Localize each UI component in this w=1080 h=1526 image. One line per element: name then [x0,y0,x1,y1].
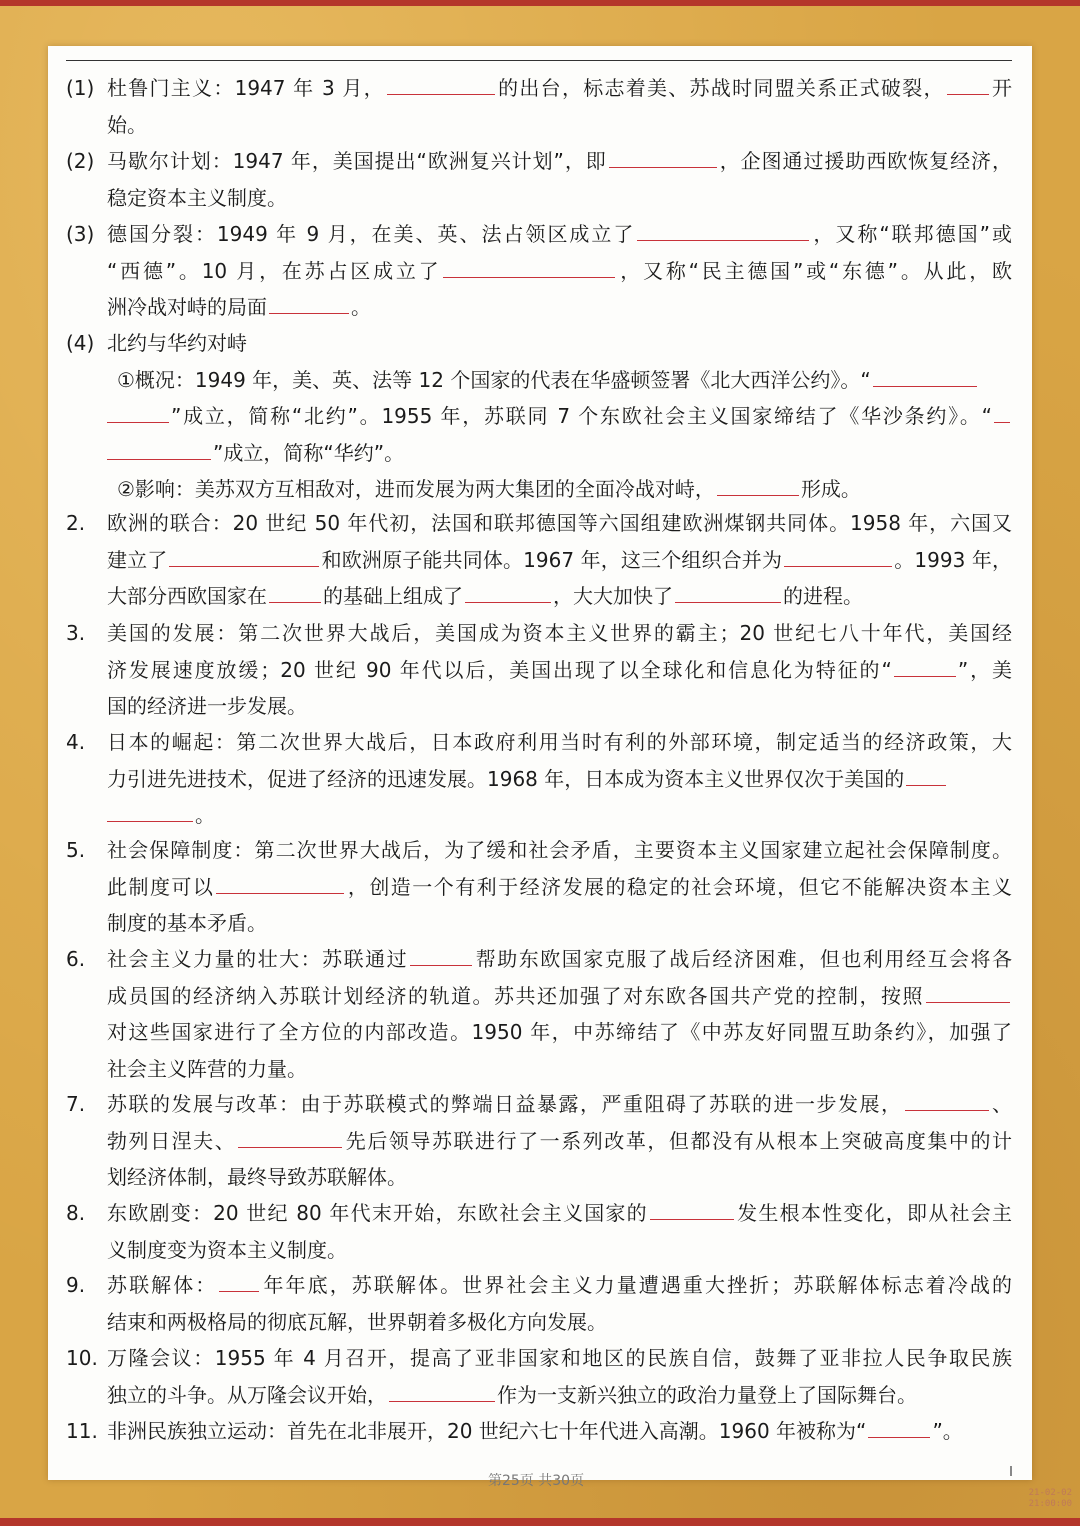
answer-blank[interactable] [443,259,615,278]
item-number: 5. [66,838,86,862]
item-number: 11. [66,1419,98,1443]
text-line: 非洲民族独立运动：首先在北非展开，20 世纪六七十年代进入高潮。1960 年被称为“ ”。 [107,1419,963,1443]
answer-blank[interactable] [784,548,892,567]
item-title: 北约与华约对峙 [107,331,247,355]
text-line: ”成立，简称“北约”。1955 年，苏联同 7 个东欧社会主义国家缔结了《华沙条约》。“ [107,398,1012,435]
text-line: 济发展速度放缓；20 世纪 90 年代以后，美国出现了以全球化和信息化为特征的“ ”，美 [107,657,1012,682]
answer-blank[interactable] [947,76,989,95]
text-line: 社会保障制度：第二次世界大战后，为了缓和社会矛盾，主要资本主义国家建立起社会保障制度。 [107,838,1012,862]
timestamp-stamp [1024,1488,1072,1510]
item-number: 10. [66,1346,98,1370]
text-line: 独立的斗争。从万隆会议开始， 作为一支新兴独立的政治力量登上了国际舞台。 [107,1382,917,1407]
text-line: 成员国的经济纳入苏联计划经济的轨道。苏共还加强了对东欧各国共产党的控制，按照 [107,978,1012,1015]
text-line: 国的经济进一步发展。 [107,694,307,719]
answer-blank[interactable] [868,1419,930,1438]
text-line: 始。 [107,112,147,137]
item-number: 2. [66,511,86,535]
bottom-border-band [0,1518,1080,1526]
answer-blank[interactable] [107,441,211,460]
item-number: 9. [66,1273,86,1297]
text-line: ①概况：1949 年，美、英、法等 12 个国家的代表在华盛顿签署《北大西洋公约》。“ [107,362,1012,399]
answer-blank[interactable] [906,767,946,786]
answer-blank[interactable] [269,584,321,603]
text-line: ②影响：美苏双方互相敌对，进而发展为两大集团的全面冷战对峙， 形成。 [117,477,861,502]
text-line: 义制度变为资本主义制度。 [107,1237,347,1262]
answer-blank[interactable] [894,658,956,677]
answer-blank[interactable] [107,404,169,423]
item-number: (4) [66,331,95,355]
text-line: 稳定资本主义制度。 [107,185,287,210]
text-line: ”成立，简称“华约”。 [107,435,1012,472]
text-line: 洲冷战对峙的局面 。 [107,295,371,320]
text-line: 勃列日涅夫、 先后领导苏联进行了一系列改革，但都没有从根本上突破高度集中的计 [107,1128,1013,1153]
answer-blank[interactable] [717,477,799,496]
item-number: (2) [66,149,95,173]
text-line: 万隆会议：1955 年 4 月召开，提高了亚非国家和地区的民族自信，鼓舞了亚非拉人民争取民族 [107,1346,1012,1370]
answer-blank[interactable] [216,875,344,894]
answer-blank[interactable] [387,76,495,95]
text-line: 结束和两极格局的彻底瓦解，世界朝着多极化方向发展。 [107,1309,607,1334]
text-line: 苏联解体： 年年底，苏联解体。世界社会主义力量遭遇重大挫折；苏联解体标志着冷战的 [107,1273,1013,1297]
answer-blank[interactable] [465,584,551,603]
answer-blank[interactable] [650,1201,734,1220]
text-line: 制度的基本矛盾。 [107,911,267,936]
text-line: 欧洲的联合：20 世纪 50 年代初，法国和联邦德国等六国组建欧洲煤钢共同体。1958 年，六国又 [107,511,1012,535]
text-line: 德国分裂：1949 年 9 月，在美、英、法占领区成立了 ，又称“联邦德国”或 [107,222,1012,246]
text-line: 。 [107,797,1012,834]
answer-blank[interactable] [269,295,349,314]
item-number: 6. [66,947,86,971]
item-number: 3. [66,621,86,645]
item-number: 7. [66,1092,86,1116]
footer-mark [1010,1466,1012,1476]
text-line: 东欧剧变：20 世纪 80 年代末开始，东欧社会主义国家的 发生根本性变化，即从社会主 [107,1201,1012,1225]
text-line: 社会主义阵营的力量。 [107,1056,307,1081]
stamp-date: 21-02-02 [1028,1488,1072,1498]
answer-blank[interactable] [238,1129,342,1148]
stamp-time: 21:00:00 [1028,1499,1072,1509]
answer-blank[interactable] [389,1383,495,1402]
page-footer: 第25页 共30页 [488,1473,585,1489]
text-line: 对这些国家进行了全方位的内部改造。1950 年，中苏缔结了《中苏友好同盟互助条约》，加强了 [107,1020,1012,1045]
item-number: (1) [66,76,95,100]
answer-blank[interactable] [637,222,809,241]
answer-blank[interactable] [107,803,193,822]
answer-blank[interactable] [675,584,781,603]
text-line: “西德”。10 月，在苏占区成立了 ，又称“民主德国”或“东德”。从此，欧 [107,258,1012,283]
answer-blank[interactable] [219,1273,259,1292]
text-line: 此制度可以 ，创造一个有利于经济发展的稳定的社会环境，但它不能解决资本主义 [107,874,1013,899]
text-line: 苏联的发展与改革：由于苏联模式的弊端日益暴露，严重阻碍了苏联的进一步发展， 、 [107,1092,1012,1116]
text-line: 杜鲁门主义：1947 年 3 月， 的出台，标志着美、苏战时同盟关系正式破裂， 开 [107,76,1012,100]
answer-blank[interactable] [609,149,717,168]
text-line: 美国的发展：第二次世界大战后，美国成为资本主义世界的霸主；20 世纪七八十年代，美国经 [107,621,1012,645]
text-line: 力引进先进技术，促进了经济的迅速发展。1968 年，日本成为资本主义世界仅次于美国的 [107,761,1012,798]
answer-blank[interactable] [994,404,1010,423]
text-line: 社会主义力量的壮大：苏联通过 帮助东欧国家克服了战后经济困难，但也利用经互会将各 [107,947,1013,971]
text-line: 划经济体制，最终导致苏联解体。 [107,1165,407,1190]
item-number: 4. [66,730,86,754]
text-line: 建立了 和欧洲原子能共同体。1967 年，这三个组织合并为 。1993 年， [107,547,1012,572]
answer-blank[interactable] [873,368,977,387]
answer-blank[interactable] [169,548,319,567]
text-line: 日本的崛起：第二次世界大战后，日本政府利用当时有利的外部环境，制定适当的经济政策，大 [107,730,1012,754]
text-line: 大部分西欧国家在 的基础上组成了 ，大大加快了 的进程。 [107,584,863,609]
item-number: 8. [66,1201,86,1225]
text-line: 马歇尔计划：1947 年，美国提出“欧洲复兴计划”，即 ，企图通过援助西欧恢复经济， [107,149,1012,173]
answer-blank[interactable] [905,1092,989,1111]
item-number: (3) [66,222,95,246]
answer-blank[interactable] [410,947,472,966]
answer-blank[interactable] [926,984,1010,1003]
